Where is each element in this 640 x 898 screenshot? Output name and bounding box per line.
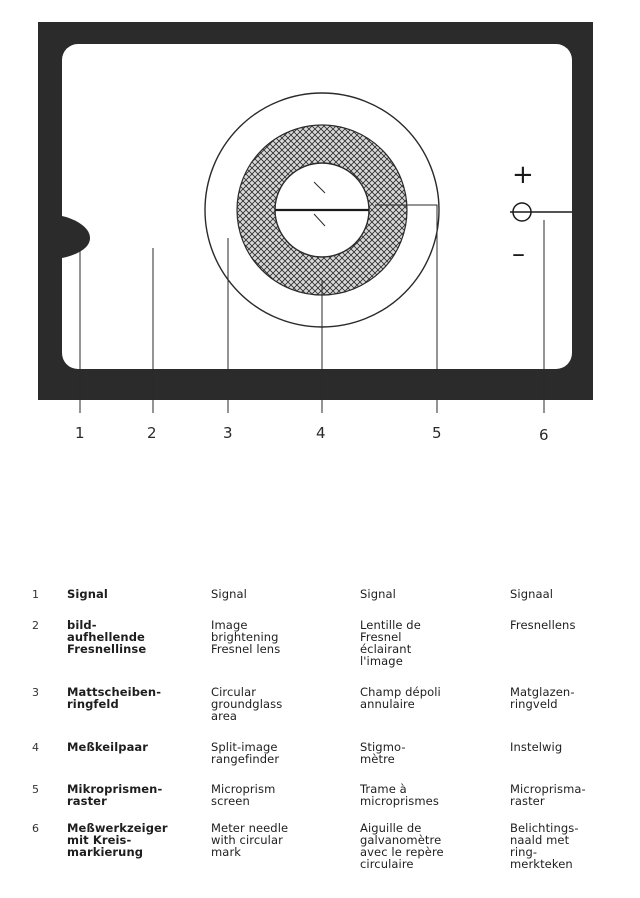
legend-row-number: 1 [32, 588, 39, 601]
legend-nl: Microprisma- raster [510, 782, 586, 808]
legend-fr: Stigmo- mètre [360, 740, 406, 766]
legend-nl: Instelwig [510, 740, 563, 754]
legend-fr: Lentille de Fresnel éclairant l'image [360, 618, 421, 668]
legend-fr: Champ dépoli annulaire [360, 685, 441, 711]
legend-en: Circular groundglass area [211, 685, 283, 723]
legend-nl: Fresnellens [510, 618, 576, 632]
legend-de: bild- aufhellende Fresnellinse [67, 618, 147, 656]
legend-fr: Trame à microprismes [360, 782, 439, 808]
callout-2: 2 [147, 424, 157, 442]
legend-row-number: 6 [32, 822, 39, 835]
legend-nl: Matglazen- ringveld [510, 685, 575, 711]
legend-nl: Belichtings- naald met ring- merkteken [510, 821, 579, 871]
legend-en: Meter needle with circular mark [211, 821, 289, 859]
legend-row-number: 5 [32, 783, 39, 796]
meter-plus-symbol: + [512, 160, 534, 190]
legend-row-number: 3 [32, 686, 39, 699]
legend-de: Mikroprismen- raster [67, 782, 163, 808]
legend-de: Meßkeilpaar [67, 740, 149, 754]
legend-de: Signal [67, 587, 108, 601]
callout-6: 6 [539, 426, 549, 444]
callout-1: 1 [75, 424, 85, 442]
legend-de: Meßwerkzeiger mit Kreis- markierung [67, 821, 168, 859]
callout-4: 4 [316, 424, 326, 442]
callout-3: 3 [223, 424, 233, 442]
legend-row-number: 2 [32, 619, 39, 632]
callout-5: 5 [432, 424, 442, 442]
legend-row-number: 4 [32, 741, 39, 754]
legend-fr: Aiguille de galvanomètre avec le repère circulaire [360, 821, 444, 871]
legend-en: Signal [211, 587, 247, 601]
legend-nl: Signaal [510, 587, 554, 601]
legend-de: Mattscheiben- ringfeld [67, 685, 162, 711]
meter-minus-symbol: – [512, 239, 525, 269]
legend-en: Split-image rangefinder [211, 740, 280, 766]
legend-en: Image brightening Fresnel lens [211, 618, 281, 656]
legend-en: Microprism screen [211, 782, 276, 808]
legend-fr: Signal [360, 587, 396, 601]
